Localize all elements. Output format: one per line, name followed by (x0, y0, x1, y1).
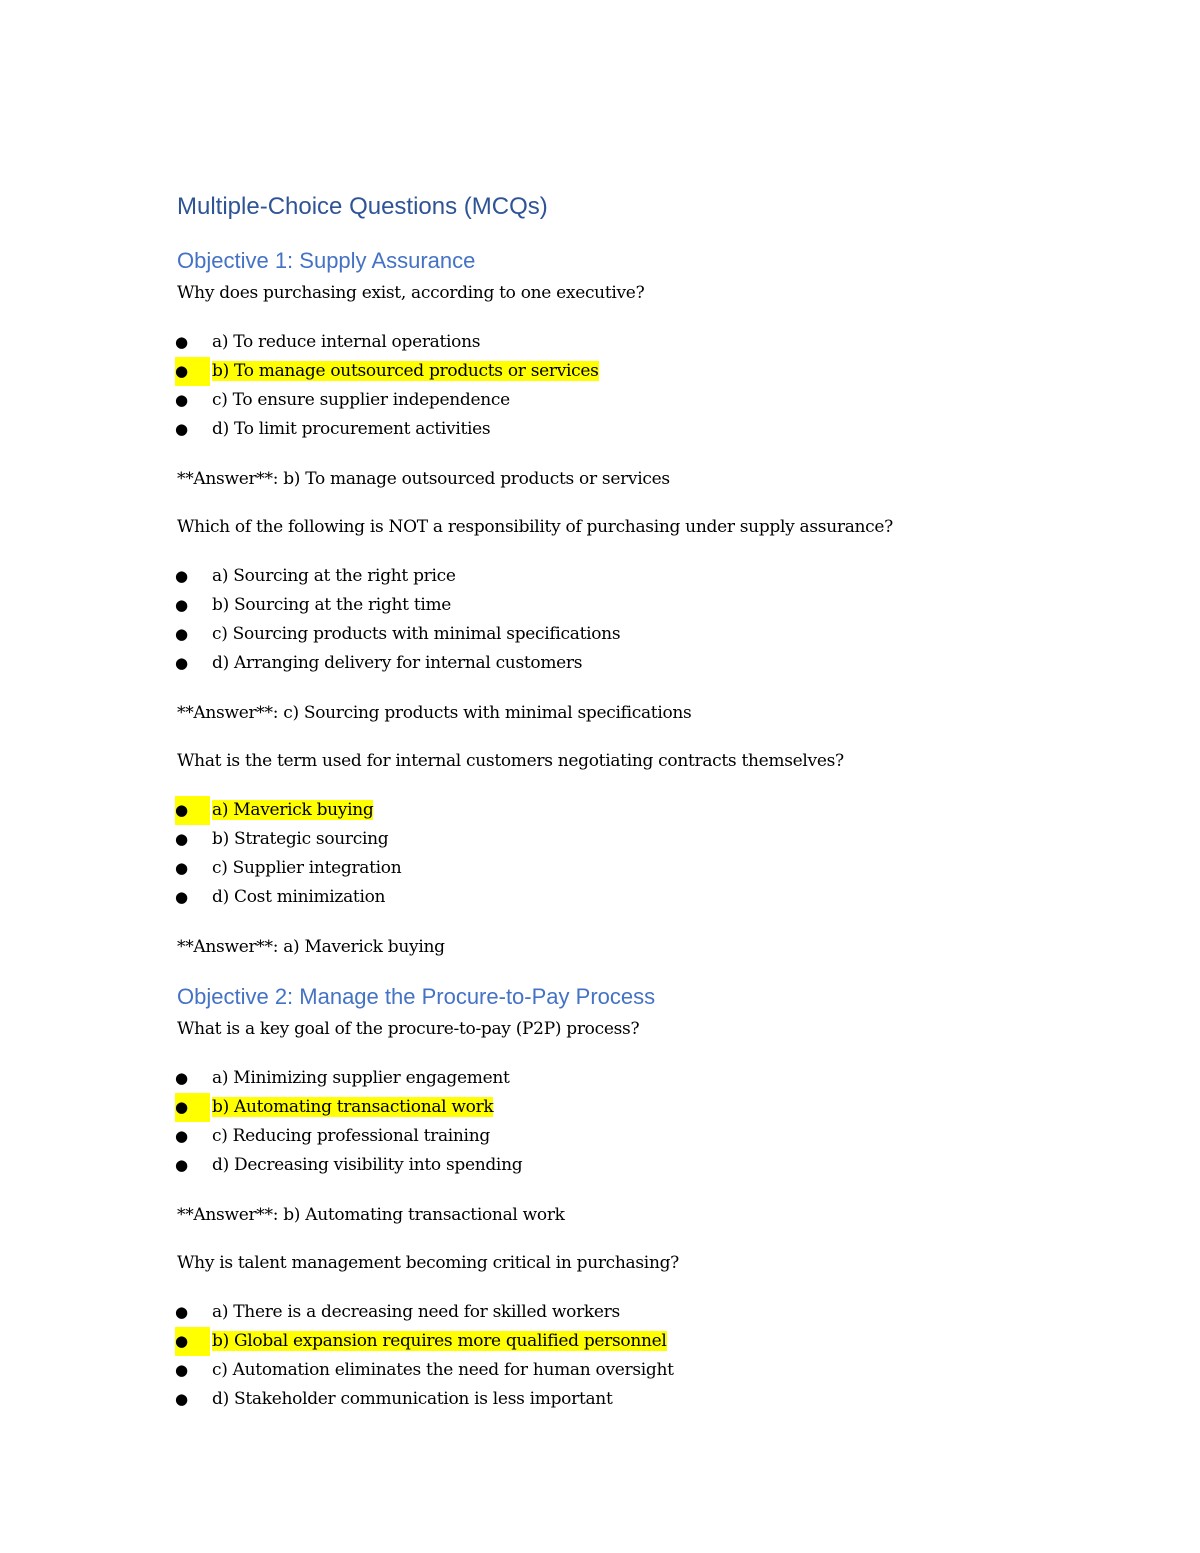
bullet-icon: ● (175, 796, 210, 825)
document-title: Multiple-Choice Questions (MCQs) (177, 193, 548, 220)
option-item-highlighted: ● b) To manage outsourced products or services (177, 357, 1077, 386)
bullet-icon: ● (175, 1093, 210, 1122)
bullet-icon: ● (175, 1390, 188, 1408)
answer-text: **Answer**: b) To manage outsourced products or services (177, 469, 670, 489)
options-list (177, 328, 1077, 444)
option-item: ● c) Sourcing products with minimal specifications (177, 620, 1077, 649)
question-text: Why does purchasing exist, according to one executive? (177, 283, 645, 303)
option-item-highlighted: ● b) Automating transactional work (177, 1093, 1077, 1122)
option-item: ● d) Arranging delivery for internal customers (177, 649, 1077, 678)
option-item: ● d) Decreasing visibility into spending (177, 1151, 1077, 1180)
option-item: ● c) Automation eliminates the need for human oversight (177, 1356, 1077, 1385)
bullet-icon: ● (175, 596, 188, 614)
bullet-icon: ● (175, 420, 188, 438)
question-text: What is a key goal of the procure-to-pay (P2P) process? (177, 1019, 640, 1039)
option-item-highlighted: ● b) Global expansion requires more qualified personnel (177, 1327, 1077, 1356)
options-list (177, 796, 1077, 912)
option-item: ● c) To ensure supplier independence (177, 386, 1077, 415)
option-item-highlighted: ● a) Maverick buying (177, 796, 1077, 825)
option-item: ● b) Sourcing at the right time (177, 591, 1077, 620)
answer-text: **Answer**: a) Maverick buying (177, 937, 445, 957)
option-item: ● d) Stakeholder communication is less important (177, 1385, 1077, 1414)
question-text: What is the term used for internal customers negotiating contracts themselves? (177, 751, 844, 771)
bullet-icon: ● (175, 357, 210, 386)
option-item: ● a) To reduce internal operations (177, 328, 1077, 357)
bullet-icon: ● (175, 888, 188, 906)
bullet-icon: ● (175, 625, 188, 643)
bullet-icon: ● (175, 1327, 210, 1356)
bullet-icon: ● (175, 859, 188, 877)
option-item: ● c) Reducing professional training (177, 1122, 1077, 1151)
answer-text: **Answer**: b) Automating transactional work (177, 1205, 565, 1225)
option-item: ● c) Supplier integration (177, 854, 1077, 883)
bullet-icon: ● (175, 1361, 188, 1379)
options-list (177, 1064, 1077, 1180)
bullet-icon: ● (175, 567, 188, 585)
option-item: ● a) There is a decreasing need for skilled workers (177, 1298, 1077, 1327)
option-item: ● d) Cost minimization (177, 883, 1077, 912)
option-item: ● b) Strategic sourcing (177, 825, 1077, 854)
section-heading-objective-1: Objective 1: Supply Assurance (177, 248, 476, 273)
option-item: ● a) Minimizing supplier engagement (177, 1064, 1077, 1093)
answer-text: **Answer**: c) Sourcing products with minimal specifications (177, 703, 692, 723)
bullet-icon: ● (175, 1069, 188, 1087)
bullet-icon: ● (175, 654, 188, 672)
option-item: ● a) Sourcing at the right price (177, 562, 1077, 591)
bullet-icon: ● (175, 333, 188, 351)
section-heading-objective-2: Objective 2: Manage the Procure-to-Pay Process (177, 984, 656, 1009)
question-text: Why is talent management becoming critical in purchasing? (177, 1253, 679, 1273)
options-list (177, 562, 1077, 678)
question-text: Which of the following is NOT a responsibility of purchasing under supply assurance? (177, 517, 893, 537)
option-item: ● d) To limit procurement activities (177, 415, 1077, 444)
options-list (177, 1298, 1077, 1414)
bullet-icon: ● (175, 1127, 188, 1145)
bullet-icon: ● (175, 391, 188, 409)
document-page (177, 190, 1077, 1436)
bullet-icon: ● (175, 1156, 188, 1174)
bullet-icon: ● (175, 830, 188, 848)
bullet-icon: ● (175, 1303, 188, 1321)
